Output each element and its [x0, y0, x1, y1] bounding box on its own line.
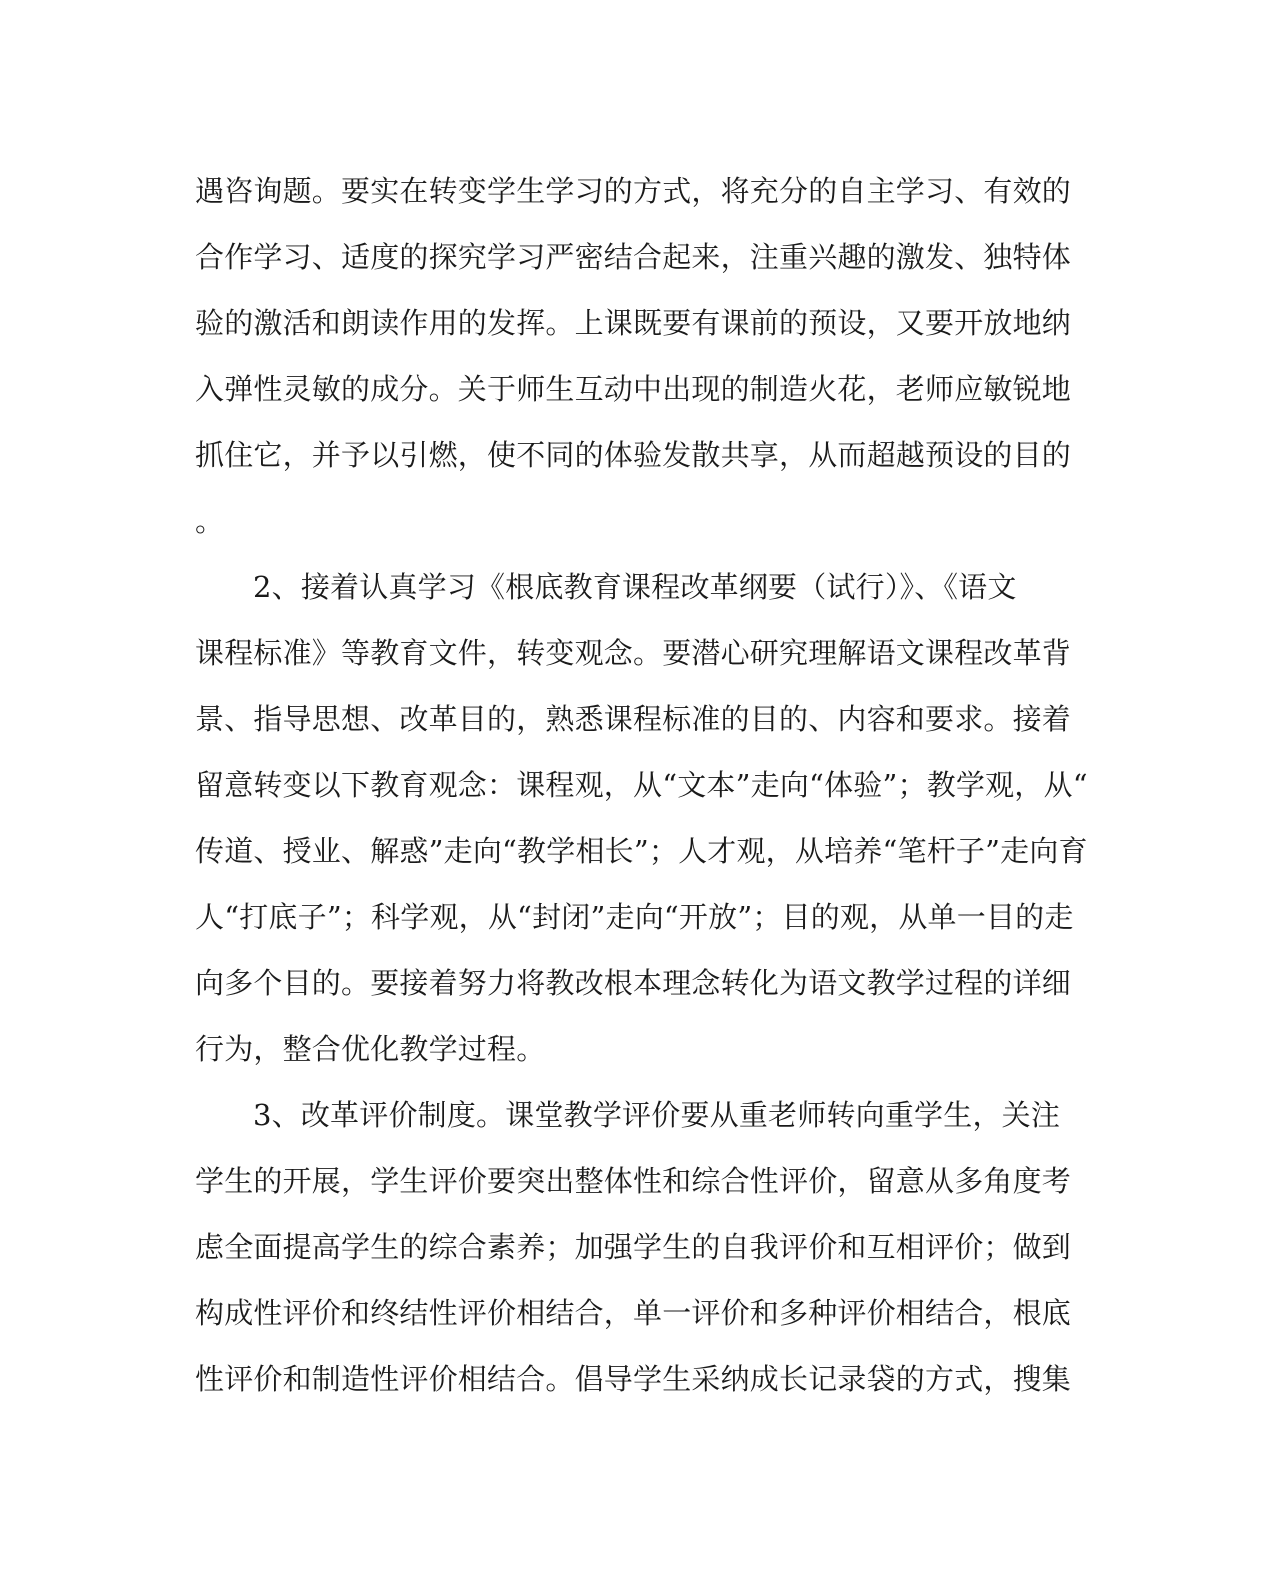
text-line: 向多个目的。要接着努力将教改根本理念转化为语文教学过程的详细	[195, 966, 1072, 1000]
text-line: 行为，整合优化教学过程。	[195, 1032, 546, 1066]
text-line: 虑全面提高学生的综合素养；加强学生的自我评价和互相评价；做到	[195, 1230, 1072, 1264]
text-line: 构成性评价和终结性评价相结合，单一评价和多种评价相结合，根底	[195, 1296, 1072, 1330]
text-line: 验的激活和朗读作用的发挥。上课既要有课前的预设，又要开放地纳	[195, 306, 1072, 340]
text-line: 课程标准》等教育文件，转变观念。要潜心研究理解语文课程改革背	[195, 636, 1072, 670]
body-text	[195, 158, 1088, 1412]
text-line: 留意转变以下教育观念：课程观，从“文本”走向“体验”；教学观，从“	[195, 768, 1088, 802]
text-line: 。	[195, 504, 225, 538]
text-line: 抓住它，并予以引燃，使不同的体验发散共享，从而超越预设的目的	[195, 438, 1072, 472]
text-line: 入弹性灵敏的成分。关于师生互动中出现的制造火花，老师应敏锐地	[195, 372, 1072, 406]
text-line: 性评价和制造性评价相结合。倡导学生采纳成长记录袋的方式，搜集	[195, 1362, 1072, 1396]
text-line: 合作学习、适度的探究学习严密结合起来，注重兴趣的激发、独特体	[195, 240, 1072, 274]
text-line: 人“打底子”；科学观，从“封闭”走向“开放”；目的观，从单一目的走	[195, 900, 1074, 934]
text-line: 遇咨询题。要实在转变学生学习的方式，将充分的自主学习、有效的	[195, 174, 1072, 208]
text-line: 传道、授业、解惑”走向“教学相长”；人才观，从培养“笔杆子”走向育	[195, 834, 1088, 868]
text-line: 学生的开展，学生评价要突出整体性和综合性评价，留意从多角度考	[195, 1164, 1072, 1198]
paragraph-3-first-line: 3、改革评价制度。课堂教学评价要从重老师转向重学生，关注	[253, 1098, 1061, 1132]
paragraph-2-first-line: 2、接着认真学习《根底教育课程改革纲要（试行）》、《语文	[253, 570, 1017, 604]
text-line: 景、指导思想、改革目的，熟悉课程标准的目的、内容和要求。接着	[195, 702, 1072, 736]
